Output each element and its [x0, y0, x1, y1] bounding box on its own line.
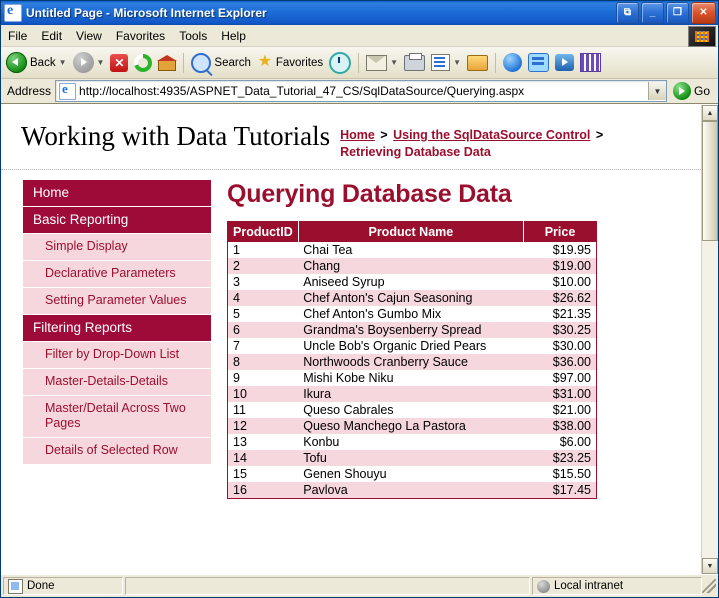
clock-icon — [329, 52, 351, 74]
edit-button[interactable] — [428, 50, 464, 75]
browser-globe-button[interactable] — [500, 50, 525, 75]
status-bar — [1, 574, 718, 597]
page-header — [1, 113, 701, 170]
forward-button[interactable] — [70, 50, 108, 75]
table-row — [228, 274, 597, 290]
cell-product-name: Chai Tea — [303, 243, 353, 257]
toolbar-divider — [495, 53, 496, 73]
address-url-text: http://localhost:4935/ASPNET_Data_Tutorial_47_CS/SqlDataSource/Querying.aspx — [79, 84, 525, 98]
scrollbar-track[interactable] — [702, 121, 718, 558]
stop-icon: ✕ — [110, 54, 128, 72]
scroll-up-button[interactable]: ▲ — [702, 105, 718, 121]
maximize-button[interactable]: ❐ — [666, 2, 689, 24]
breadcrumb-separator: > — [380, 128, 388, 142]
security-zone[interactable] — [532, 577, 702, 595]
refresh-button[interactable] — [131, 50, 155, 75]
home-button[interactable] — [155, 50, 179, 75]
mail-button[interactable] — [363, 50, 401, 75]
menu-item-edit[interactable]: Edit — [41, 28, 63, 43]
cell-price: $97.00 — [552, 371, 591, 385]
status-label: Done — [27, 580, 55, 592]
window-controls — [616, 2, 716, 24]
favorites-button[interactable]: ★ Favorites — [257, 52, 324, 70]
cell-product-name: Grandma's Boysenberry Spread — [298, 322, 523, 338]
page-done-icon — [8, 579, 23, 594]
cell-price: $19.00 — [524, 258, 597, 274]
table-row — [228, 482, 597, 499]
navigation-toolbar — [1, 47, 718, 79]
status-middle — [125, 577, 530, 595]
menu-item-help[interactable]: Help — [221, 28, 246, 43]
cell-price: $15.50 — [552, 467, 591, 481]
cell-price: $17.45 — [524, 482, 597, 499]
menu-bar — [1, 25, 718, 47]
menu-item-view[interactable]: View — [76, 28, 102, 43]
cell-product-name: Genen Shouyu — [303, 467, 387, 481]
cell-product-name: Northwoods Cranberry Sauce — [298, 354, 523, 370]
table-row — [228, 242, 597, 258]
cell-productid: 12 — [228, 418, 299, 434]
table-row — [228, 386, 597, 402]
cell-product-name: Pavlova — [298, 482, 523, 499]
content-heading: Querying Database Data — [227, 180, 512, 208]
breadcrumb — [340, 119, 640, 161]
sidebar-item-master-details-details[interactable]: Master-Details-Details — [23, 369, 211, 396]
messenger-button[interactable] — [525, 50, 552, 75]
zone-label: Local intranet — [554, 580, 624, 592]
cell-productid: 11 — [233, 403, 246, 417]
cell-price: $21.00 — [552, 403, 591, 417]
cell-product-name: Tofu — [298, 450, 523, 466]
cell-price: $26.62 — [524, 290, 597, 306]
cell-product-name: Ikura — [298, 386, 523, 402]
cell-price: $30.00 — [552, 339, 591, 353]
folder-icon — [467, 55, 488, 71]
sidebar-item-simple-display[interactable]: Simple Display — [23, 234, 211, 261]
breadcrumb-separator: > — [595, 128, 604, 142]
edit-page-icon — [431, 54, 450, 71]
resize-grip[interactable] — [702, 579, 716, 593]
cell-productid: 16 — [228, 482, 299, 499]
ie-branding-logo — [688, 26, 716, 47]
cell-productid: 13 — [233, 435, 247, 449]
research-button[interactable] — [577, 50, 604, 75]
sidebar-item-filtering-reports[interactable]: Filtering Reports — [23, 315, 211, 342]
printer-icon — [404, 55, 425, 71]
table-row — [228, 418, 597, 434]
print-button[interactable] — [401, 50, 428, 75]
chevron-down-icon[interactable]: ▼ — [96, 58, 105, 67]
discuss-button[interactable] — [464, 50, 491, 75]
cell-productid: 3 — [233, 275, 240, 289]
sidebar-item-details-of-selected-row[interactable]: Details of Selected Row — [23, 438, 211, 465]
main-content — [211, 180, 701, 499]
refresh-icon — [134, 54, 152, 72]
table-row — [228, 466, 597, 482]
cell-price: $31.00 — [524, 386, 597, 402]
column-header-productid[interactable]: ProductID — [228, 222, 299, 243]
table-row — [228, 338, 597, 354]
minimize-button[interactable]: _ — [641, 2, 664, 24]
sidebar-item-declarative-parameters[interactable]: Declarative Parameters — [23, 261, 211, 288]
cell-price: $38.00 — [524, 418, 597, 434]
table-row — [228, 258, 597, 274]
cell-product-name: Chef Anton's Cajun Seasoning — [298, 290, 523, 306]
column-header-product-name[interactable]: Product Name — [298, 222, 523, 243]
scrollbar-thumb[interactable] — [702, 121, 718, 241]
sidebar-item-setting-parameter-values[interactable]: Setting Parameter Values — [23, 288, 211, 315]
breadcrumb-link-home[interactable]: Home — [340, 128, 375, 142]
web-page — [1, 105, 701, 574]
search-button[interactable]: Search — [188, 50, 253, 75]
history-button[interactable] — [326, 50, 354, 75]
cell-product-name: Konbu — [303, 435, 340, 449]
table-header-row — [228, 222, 597, 243]
table-row — [228, 306, 597, 322]
cell-product-name: Mishi Kobe Niku — [303, 371, 394, 385]
page-title: Working with Data Tutorials — [21, 121, 331, 151]
sidebar-item-basic-reporting[interactable]: Basic Reporting — [23, 207, 211, 234]
cell-product-name: Chang — [298, 258, 523, 274]
table-row — [228, 354, 597, 370]
cell-price: $6.00 — [559, 435, 591, 449]
address-label: Address — [7, 84, 52, 98]
table-row — [228, 450, 597, 466]
back-arrow-icon — [6, 52, 27, 73]
ie-page-icon — [4, 4, 22, 22]
address-dropdown-icon[interactable]: ▼ — [648, 82, 666, 100]
page-favicon-icon — [59, 83, 76, 100]
chevron-down-icon[interactable]: ▼ — [390, 58, 399, 67]
mail-icon — [366, 55, 387, 71]
zone-icon — [537, 580, 550, 593]
media-play-icon — [555, 54, 574, 71]
status-text — [3, 577, 123, 595]
go-arrow-icon — [673, 82, 691, 100]
window-title: Untitled Page - Microsoft Internet Explorer — [26, 6, 267, 20]
search-icon — [191, 53, 211, 73]
address-bar — [1, 79, 718, 104]
back-button[interactable]: Back ▼ — [3, 50, 70, 75]
grid-icon — [580, 53, 601, 72]
cell-price: $36.00 — [524, 354, 597, 370]
globe-icon — [503, 53, 522, 72]
forward-arrow-icon — [73, 52, 94, 73]
cell-product-name: Chef Anton's Gumbo Mix — [303, 307, 442, 321]
menu-item-favorites[interactable]: Favorites — [115, 28, 166, 43]
cell-productid: 1 — [233, 243, 240, 257]
toolbar-divider — [183, 53, 184, 73]
breadcrumb-current: Retrieving Database Data — [340, 145, 491, 159]
cell-productid: 5 — [233, 307, 240, 321]
breadcrumb-link-section[interactable]: Using the SqlDataSource Control — [393, 128, 591, 142]
cell-productid: 10 — [228, 386, 299, 402]
table-row — [228, 290, 597, 306]
sidebar — [1, 180, 211, 499]
stop-button[interactable] — [107, 50, 131, 75]
cell-price: $30.25 — [524, 322, 597, 338]
restore-group-button[interactable]: ⧉ — [616, 2, 639, 24]
star-icon: ★ — [257, 52, 273, 70]
cell-product-name: Uncle Bob's Organic Dried Pears — [303, 339, 487, 353]
cell-price: $10.00 — [552, 275, 591, 289]
messenger-icon — [528, 53, 549, 72]
cell-productid: 9 — [233, 371, 240, 385]
media-button[interactable] — [552, 50, 577, 75]
products-table — [227, 221, 597, 499]
cell-product-name: Queso Manchego La Pastora — [298, 418, 523, 434]
column-header-price[interactable]: Price — [524, 222, 597, 243]
sidebar-item-home[interactable]: Home — [23, 180, 211, 207]
cell-price: $23.25 — [524, 450, 597, 466]
toolbar-divider — [358, 53, 359, 73]
title-bar — [1, 1, 718, 25]
cell-productid: 14 — [228, 450, 299, 466]
cell-productid: 15 — [233, 467, 247, 481]
cell-product-name: Aniseed Syrup — [303, 275, 385, 289]
close-button[interactable]: ✕ — [691, 2, 716, 24]
table-row — [228, 370, 597, 386]
cell-productid: 4 — [228, 290, 299, 306]
sidebar-item-master-detail-across-two-pages[interactable]: Master/Detail Across Two Pages — [23, 396, 211, 438]
cell-productid: 2 — [228, 258, 299, 274]
cell-product-name: Queso Cabrales — [303, 403, 394, 417]
sidebar-item-filter-by-drop-down-list[interactable]: Filter by Drop-Down List — [23, 342, 211, 369]
menu-item-file[interactable]: File — [8, 28, 28, 43]
cell-price: $19.95 — [552, 243, 591, 257]
cell-productid: 7 — [233, 339, 240, 353]
cell-price: $21.35 — [552, 307, 591, 321]
table-row — [228, 322, 597, 338]
menu-item-tools[interactable]: Tools — [179, 28, 208, 43]
home-icon — [158, 55, 176, 71]
go-button[interactable] — [671, 82, 716, 100]
page-viewport — [1, 104, 718, 574]
scroll-down-button[interactable]: ▼ — [702, 558, 718, 574]
address-input[interactable] — [55, 80, 667, 102]
chevron-down-icon[interactable]: ▼ — [58, 58, 67, 67]
cell-productid: 6 — [228, 322, 299, 338]
go-label: Go — [693, 84, 710, 98]
table-row — [228, 434, 597, 450]
vertical-scrollbar[interactable] — [701, 105, 718, 574]
cell-productid: 8 — [228, 354, 299, 370]
page-body — [1, 170, 701, 499]
chevron-down-icon[interactable]: ▼ — [453, 58, 461, 67]
table-row — [228, 402, 597, 418]
